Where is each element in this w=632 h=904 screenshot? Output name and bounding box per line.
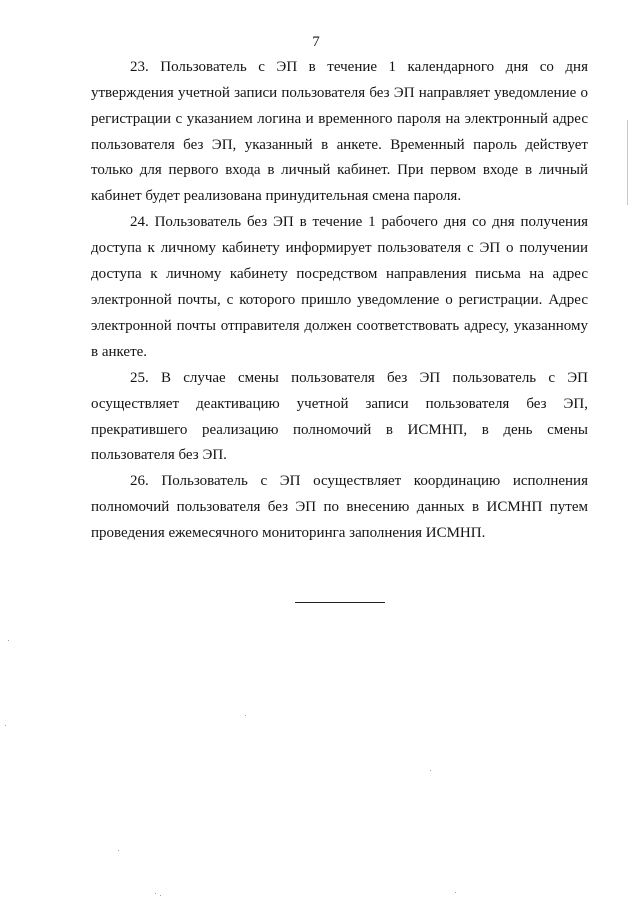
paragraph-line: пользователя без ЭП, указанный в анкете. Временный пароль действует xyxy=(91,137,588,153)
paragraph-line: прекратившего реализацию полномочий в ИСМНП, в день смены xyxy=(91,422,588,438)
paragraph-line: доступа к личному кабинету посредством направления письма на адрес xyxy=(91,266,588,282)
paragraph-line: 24. Пользователь без ЭП в течение 1 рабочего дня со дня получения xyxy=(130,214,588,230)
scan-speck xyxy=(8,640,9,641)
paragraph-line: полномочий пользователя без ЭП по внесению данных в ИСМНП путем xyxy=(91,499,588,515)
paragraph-line: электронной почты, с которого пришло уведомление о регистрации. Адрес xyxy=(91,292,588,308)
paragraph-line: 25. В случае смены пользователя без ЭП пользователь с ЭП xyxy=(130,370,588,386)
paragraph-line: в анкете. xyxy=(91,344,148,360)
paragraph-line: кабинет будет реализована принудительная смена пароля. xyxy=(91,188,462,204)
scan-speck xyxy=(455,892,456,893)
paragraph-line: электронной почты отправителя должен соответствовать адресу, указанному xyxy=(91,318,588,334)
scan-speck xyxy=(160,895,161,896)
scan-edge-mark xyxy=(627,120,628,205)
scan-speck xyxy=(155,893,156,894)
paragraph-line: проведения ежемесячного мониторинга заполнения ИСМНП. xyxy=(91,525,486,541)
scan-speck xyxy=(118,850,119,851)
page-number: 7 xyxy=(312,34,320,50)
paragraph-line: только для первого входа в личный кабинет. При первом входе в личный xyxy=(91,162,588,178)
paragraph-line: регистрации с указанием логина и временного пароля на электронный адрес xyxy=(91,111,588,127)
scan-speck xyxy=(430,770,431,771)
scan-speck xyxy=(245,715,246,716)
paragraph-line: 26. Пользователь с ЭП осуществляет координацию исполнения xyxy=(130,473,588,489)
paragraph-line: осуществляет деактивацию учетной записи пользователя без ЭП, xyxy=(91,396,588,412)
paragraph-line: 23. Пользователь с ЭП в течение 1 календарного дня со дня xyxy=(130,59,588,75)
paragraph-line: пользователя без ЭП. xyxy=(91,447,227,463)
scan-speck xyxy=(5,725,6,726)
paragraph-line: утверждения учетной записи пользователя без ЭП направляет уведомление о xyxy=(91,85,588,101)
end-of-text-rule xyxy=(295,602,385,603)
paragraph-line: доступа к личному кабинету информирует пользователя с ЭП о получении xyxy=(91,240,588,256)
